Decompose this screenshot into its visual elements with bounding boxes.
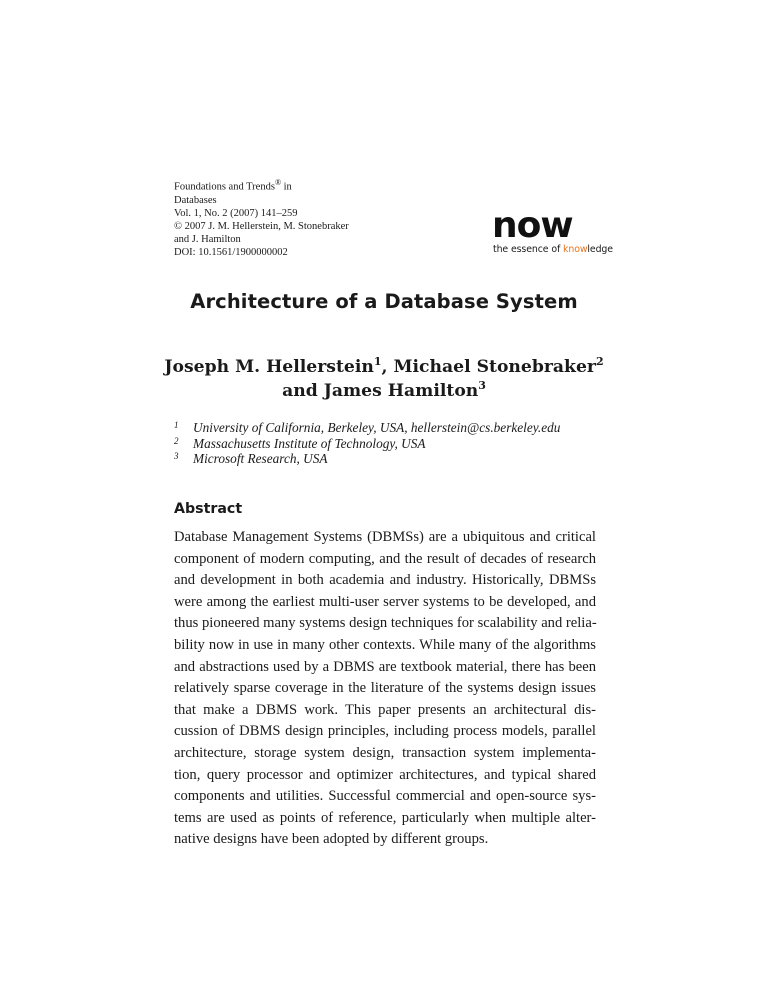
now-logo-wordmark: [490, 207, 600, 243]
abstract-line: tems are used as points of reference, particularly when multiple alter-: [174, 809, 596, 826]
doi: DOI: 10.1561/1900000002: [174, 246, 288, 258]
author-and: and: [282, 381, 324, 401]
abstract-line: component of modern computing, and the result of decades of research: [174, 550, 596, 567]
author-line-2: [0, 379, 768, 403]
copyright-line: © 2007 J. M. Hellerstein, M. Stonebraker: [174, 220, 349, 232]
paper-title: Architecture of a Database System: [190, 290, 578, 313]
logo-tagline: [493, 244, 613, 255]
abstract-line: and abstractions used by a DBMS are textbook material, there has been: [174, 658, 596, 675]
tagline-highlight: know: [563, 244, 588, 255]
tagline-suffix: ledge: [587, 244, 613, 255]
abstract-line: components and utilities. Successful commercial and open-source sys-: [174, 788, 596, 805]
author-2-affiliation-mark: 2: [595, 355, 604, 368]
abstract-line: that make a DBMS work. This paper presents an architectural dis-: [174, 701, 596, 718]
abstract-line: architecture, storage system design, transaction system implementa-: [174, 744, 596, 761]
affiliation-number: 1: [174, 420, 179, 430]
registered-symbol: ®: [274, 178, 282, 187]
journal-name: Foundations and Trends: [174, 181, 275, 193]
now-logo-text: now: [492, 207, 573, 243]
publication-info: [174, 176, 474, 259]
abstract-line: native designs have been adopted by different groups.: [174, 831, 489, 848]
affiliation-number: 2: [174, 435, 179, 446]
abstract-line: relatively sparse coverage in the literature of the systems design issues: [174, 680, 596, 697]
abstract-line: and development in both academia and industry. Historically, DBMSs: [174, 572, 596, 589]
affiliation-item: [174, 436, 560, 452]
volume-info: Vol. 1, No. 2 (2007) 141–259: [174, 207, 298, 219]
affiliation-item: [174, 451, 560, 467]
affiliation-list: [174, 420, 560, 467]
abstract-line: were among the earliest multi-user server systems to be developed, and: [174, 593, 596, 610]
journal-in: in: [281, 181, 292, 193]
author-3-affiliation-mark: 3: [478, 379, 486, 392]
author-line-1: [0, 355, 768, 379]
abstract-body: [174, 527, 596, 851]
abstract-line: tion, query processor and optimizer architectures, and typical shared: [174, 766, 596, 783]
abstract-line: cussion of DBMS design principles, including process models, parallel: [174, 723, 596, 740]
affiliation-text: Massachusetts Institute of Technology, USA: [193, 435, 426, 451]
affiliation-item: [174, 420, 560, 436]
author-1: Joseph M. Hellerstein: [164, 357, 374, 377]
author-1-affiliation-mark: 1: [373, 355, 382, 368]
abstract-heading: Abstract: [174, 501, 243, 517]
abstract-line: bility now in use in many other contexts. While many of the algorithms: [174, 636, 596, 653]
affiliation-text: Microsoft Research, USA: [193, 451, 328, 466]
affiliation-number: 3: [174, 451, 179, 461]
abstract-line: thus pioneered many systems design techniques for scalability and relia-: [174, 615, 597, 632]
author-3: James Hamilton: [323, 381, 479, 401]
affiliation-text: University of California, Berkeley, USA, hellerstein@cs.berkeley.edu: [193, 420, 561, 435]
tagline-prefix: the essence of: [493, 244, 564, 255]
author-separator: ,: [381, 357, 394, 377]
journal-subject: Databases: [174, 194, 217, 206]
copyright-line-2: and J. Hamilton: [174, 233, 241, 245]
journal-line: [174, 176, 474, 194]
author-2: Michael Stonebraker: [393, 357, 596, 377]
abstract-line: Database Management Systems (DBMSs) are a ubiquitous and critical: [174, 529, 596, 545]
author-list: [0, 355, 768, 403]
publisher-logo: [490, 207, 613, 263]
